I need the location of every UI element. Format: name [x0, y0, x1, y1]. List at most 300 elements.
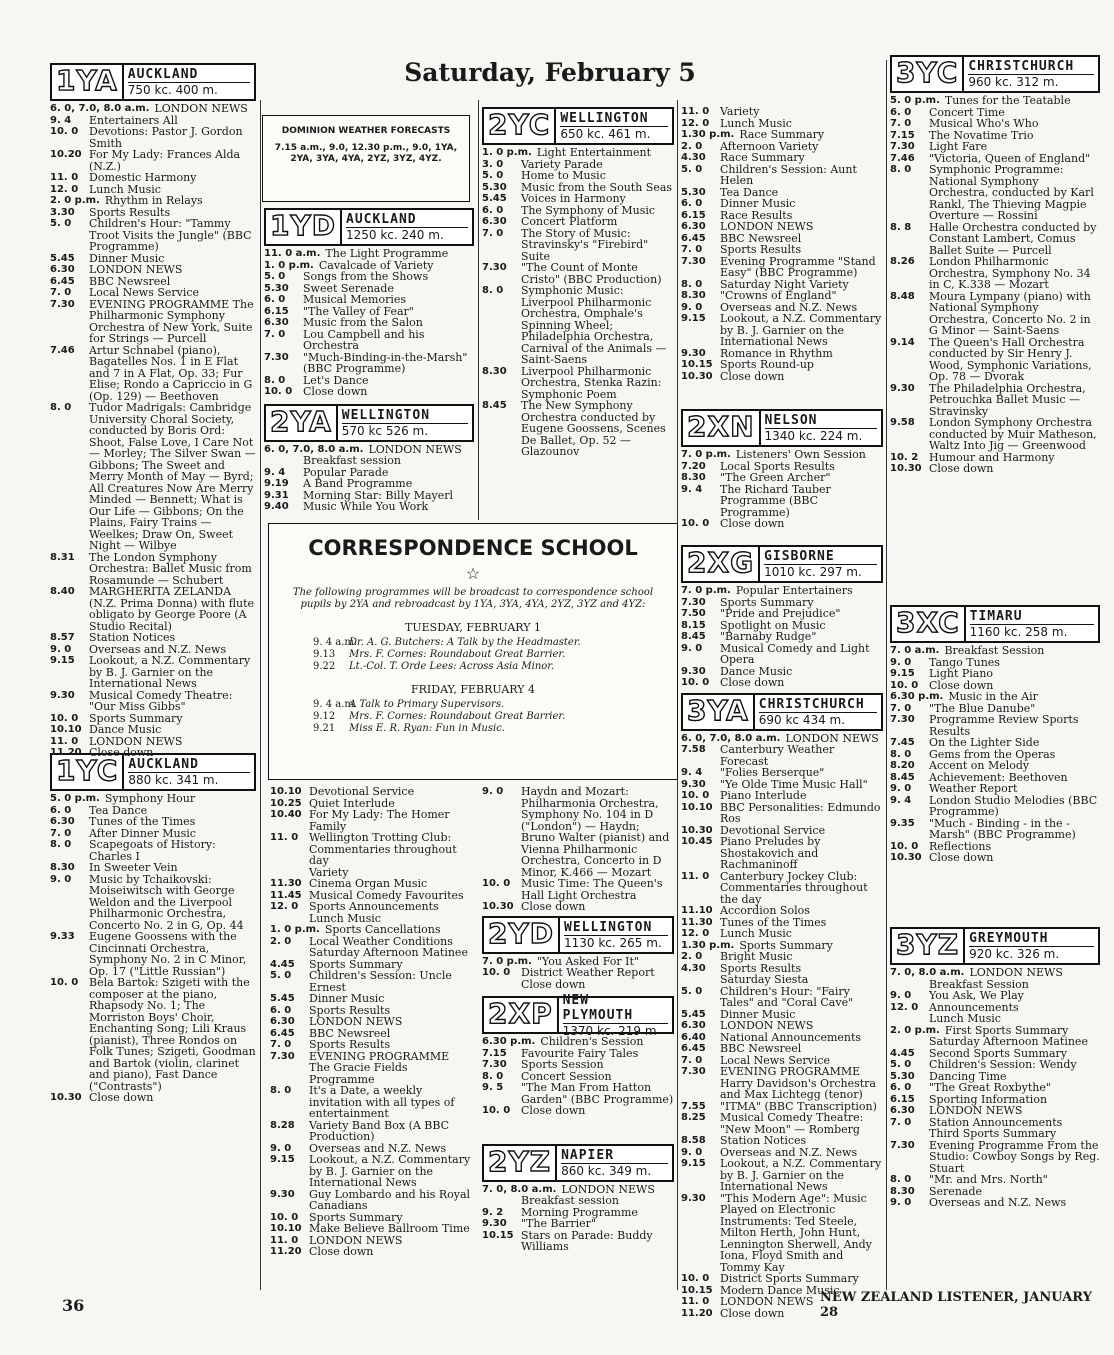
call-sign: 2YD	[488, 916, 554, 950]
schedule	[482, 1184, 674, 1253]
programme-title: "Much-Binding-in-the-Marsh" (BBC Programme)	[303, 350, 468, 375]
programme-row	[50, 552, 256, 587]
programme-title: Evening Programme "Stand Easy" (BBC Programme)	[720, 254, 876, 279]
school-intro: The following programmes will be broadcast to correspondence school pupils by 2YA and rebroadcast by 1YA, 3YA, 4YA, 2YZ, 3YZ and 4YZ:	[292, 587, 654, 610]
programme-time: 9. 2	[482, 1206, 504, 1218]
programme-row	[681, 1135, 883, 1147]
programme-title: Halle Orchestra conducted by Constant Lambert, Comus Ballet Suite — Purcell	[929, 220, 1097, 257]
programme-title: Saturday Afternoon Matinee	[309, 946, 468, 959]
programme-time: 6.15	[264, 305, 289, 317]
programme-title: The Philadelphia Orchestra, Petrouchka Ballet Music — Stravinsky	[929, 381, 1086, 418]
frequency: 1370 kc. 219 m	[563, 1023, 668, 1038]
programme-time: 7. 0 p.m.	[681, 585, 731, 596]
programme-time: 11. 0	[50, 735, 79, 747]
school-day-heading: TUESDAY, FEBRUARY 1	[405, 621, 541, 634]
programme-time: 7. 0	[681, 1054, 703, 1066]
programme-time: 9.30	[890, 382, 915, 394]
programme-time: 6. 0, 7.0, 8.0 a.m.	[264, 443, 364, 455]
programme-title: Wellington Trotting Club: Commentaries throughout day	[309, 831, 457, 867]
programme-row	[890, 130, 1100, 142]
programme-title: Romance in Rhythm	[720, 346, 833, 360]
programme-time: 8.31	[50, 551, 75, 563]
programme-time: 9.30	[681, 665, 706, 677]
programme-title: Sports Summary	[89, 711, 183, 725]
station-logo-3xc	[890, 605, 1100, 643]
programme-title: Station Notices	[89, 631, 176, 644]
column-2	[264, 205, 474, 513]
programme-title: Symphonic Music: Liverpool Philharmonic Orchestra, Omphale's Spinning Wheel; Philadelphia Orchestra, Carnival of the Animals — Saint-Saens	[521, 284, 667, 366]
programme-row	[270, 878, 474, 890]
programme-row	[482, 967, 674, 979]
programme-title: Piano Preludes by Shostakovich and Rachmaninoff	[720, 835, 821, 871]
programme-title: Musical Memories	[303, 293, 407, 306]
programme-title: Sports Results	[309, 1038, 391, 1051]
programme-time: 10.30	[50, 1092, 82, 1103]
programme-time: 9.15	[50, 655, 75, 666]
programme-row	[681, 974, 883, 986]
programme-title: Close down	[521, 977, 586, 991]
city: WELLINGTON	[560, 111, 649, 126]
city: AUCKLAND	[128, 757, 199, 772]
programme-title: "You Asked For It"	[536, 954, 639, 968]
programme-row	[681, 677, 883, 689]
programme-row	[482, 262, 674, 285]
programme-time: 4.30	[681, 152, 706, 163]
programme-time: 7. 0, 8.0 a.m.	[890, 967, 965, 978]
programme-title: "Mr. and Mrs. North"	[929, 1173, 1048, 1186]
station-logo-1yc	[50, 753, 256, 791]
programme-row	[482, 216, 674, 228]
programme-time: 6.30	[50, 816, 75, 827]
programme-row	[482, 901, 674, 913]
programme-row	[50, 1092, 256, 1104]
programme-title: Race Summary	[739, 128, 825, 141]
programme-title: Race Results	[720, 208, 793, 222]
programme-time: 10.15	[681, 1284, 713, 1296]
programme-row	[50, 172, 256, 184]
programme-time: 9.30	[482, 1218, 507, 1229]
programme-title: Stars on Parade: Buddy Williams	[521, 1228, 653, 1253]
programme-time: 2. 0	[681, 140, 703, 152]
broadcast-title: Mrs. F. Cornes: Roundabout Great Barrier.	[349, 649, 566, 660]
programme-title: "The Green Archer"	[720, 471, 831, 484]
programme-title: Morning Programme	[521, 1205, 638, 1219]
programme-title: Piano Interlude	[720, 789, 807, 802]
schedule	[890, 967, 1100, 1266]
programme-time: 8. 8	[890, 221, 912, 233]
programme-time: 7.30	[890, 714, 915, 725]
programme-title: Tudor Madrigals: Cambridge University Choral Society, conducted by Boris Ord: Shoot, False Love, I Care Not — Morley; The Silver Swan — Gibbons; The Sweet and Merry Month of May — Byrd; All Creatures Now Are Merry Minded — Bennett; What is Our Life — Gibbons; On the Plains, Fairy Trains — Weelkes; Draw On, Sweet Night — Wilbye	[89, 401, 256, 552]
programme-time: 9. 0	[681, 642, 703, 654]
programme-title: On the Lighter Side	[929, 736, 1040, 749]
programme-row	[50, 632, 256, 644]
programme-row	[681, 1273, 883, 1285]
programme-time: 6.15	[681, 209, 706, 221]
programme-time: 7.46	[50, 344, 75, 356]
programme-row	[50, 287, 256, 299]
programme-title: Local Sports Results	[720, 459, 835, 473]
column-rule	[260, 100, 261, 1290]
programme-title: Breakfast session	[521, 1194, 619, 1207]
programme-time: 1.30 p.m.	[681, 939, 735, 951]
city: CHRISTCHURCH	[968, 59, 1075, 74]
programme-time: 8. 0	[890, 164, 912, 175]
programme-row	[482, 1195, 674, 1207]
programme-title: Breakfast session	[303, 454, 401, 467]
programme-time: 2. 0 p.m.	[50, 195, 100, 206]
programme-row	[270, 1154, 474, 1189]
programme-time: 10.10	[270, 1223, 302, 1234]
programme-row	[264, 329, 474, 352]
programme-time: 5. 0	[681, 985, 703, 997]
station-logo-2yc	[482, 107, 674, 145]
programme-title: Close down	[89, 746, 154, 759]
programme-row	[270, 1189, 474, 1212]
programme-row	[890, 1128, 1100, 1140]
programme-row	[681, 905, 883, 917]
programme-row	[482, 979, 674, 991]
programme-time: 8. 0	[50, 839, 72, 850]
programme-time: 3.30	[50, 206, 75, 218]
programme-row	[264, 501, 474, 513]
programme-row	[482, 878, 674, 901]
programme-title: Sports Summary	[309, 1210, 403, 1224]
programme-time: 8. 0	[50, 402, 72, 413]
frequency: 1340 kc. 224 m.	[765, 428, 877, 443]
programme-time: 6.40	[681, 1031, 706, 1043]
programme-time: 6.30	[681, 1020, 706, 1031]
programme-time: 7. 0	[270, 1039, 292, 1050]
programme-time: 8.58	[681, 1135, 706, 1146]
programme-time: 7. 0 p.m.	[681, 449, 731, 460]
broadcast-time: 9.21	[313, 723, 336, 734]
programme-row	[890, 1082, 1100, 1094]
programme-time: 5.30	[681, 186, 706, 198]
page-number: 36	[62, 1296, 85, 1315]
programme-title: Music from the South Seas	[521, 180, 673, 194]
programme-time: 10. 0	[890, 679, 919, 691]
programme-title: Concert Time	[929, 105, 1005, 119]
programme-time: 6.45	[50, 275, 75, 287]
programme-title: Bela Bartok: Szigeti with the composer at the piano, Rhapsody No. 1; The Morriston Boys' Choir, Enchanting Song; Lili Kraus (pianist), Three Rondos on Folk Tunes; Szigeti, Goodman and Bartok (violin, clarinet and piano), Fast Dance ("Contrasts")	[89, 976, 256, 1093]
programme-time: 8.30	[681, 290, 706, 301]
programme-title: Symphonic Programme: National Symphony Orchestra, conducted by Karl Rankl, The Thieving Magpie Overture — Rossini	[929, 163, 1094, 222]
programme-time: 9. 0	[681, 1146, 703, 1158]
programme-title: Sports Summary	[309, 957, 403, 971]
programme-time: 9. 0	[50, 643, 72, 655]
call-sign: 3YC	[896, 56, 959, 89]
programme-time: 7. 0	[681, 244, 703, 255]
programme-title: Overseas and N.Z. News	[309, 1141, 447, 1155]
programme-row	[264, 317, 474, 329]
programme-time: 9. 0	[890, 656, 912, 668]
programme-time: 10. 0	[482, 878, 511, 889]
weather-title: DOMINION WEATHER FORECASTS	[281, 126, 451, 136]
programme-title: "ITMA" (BBC Transcription)	[720, 1099, 877, 1113]
programme-row	[264, 352, 474, 375]
programme-row	[50, 103, 256, 115]
programme-title: Liverpool Philharmonic Orchestra, Stenka Razin: Symphonic Poem	[521, 364, 662, 401]
programme-time: 5.30	[890, 1070, 915, 1082]
programme-time: 8.28	[270, 1119, 295, 1131]
city: WELLINGTON	[341, 407, 431, 423]
schedule	[482, 147, 674, 550]
call-sign: 2XP	[488, 997, 553, 1030]
programme-row	[681, 1043, 883, 1055]
programme-title: Listeners' Own Session	[735, 448, 866, 461]
column-rule	[478, 100, 479, 520]
programme-title: Tunes for the Teatable	[944, 94, 1071, 107]
programme-time: 7.15	[482, 1047, 507, 1059]
programme-time: 9.15	[681, 1158, 706, 1169]
schedule	[50, 102, 256, 759]
programme-title: Guy Lombardo and his Royal Canadians	[309, 1187, 471, 1212]
programme-time: 9.58	[890, 417, 915, 428]
programme-time: 7.30	[482, 1059, 507, 1070]
programme-time: 7.30	[681, 1066, 706, 1077]
programme-time: 8.45	[890, 771, 915, 783]
programme-time: 7. 0	[264, 328, 286, 340]
programme-row	[482, 1230, 674, 1253]
programme-time: 7. 0, 8.0 a.m.	[482, 1183, 557, 1195]
programme-time: 5. 0 p.m.	[890, 95, 940, 106]
programme-time: 9. 0	[50, 873, 72, 885]
programme-title: Lunch Music	[720, 116, 792, 130]
programme-time: 8. 0	[890, 748, 912, 760]
programme-row	[890, 337, 1100, 383]
programme-row	[264, 375, 474, 387]
programme-title: "The Count of Monte Cristo" (BBC Production)	[521, 261, 662, 286]
programme-title: Close down	[89, 1091, 154, 1104]
programme-title: In Sweeter Vein	[89, 861, 178, 874]
programme-row	[681, 449, 883, 461]
programme-time: 5. 0	[681, 163, 703, 175]
programme-title: Domestic Harmony	[89, 171, 197, 184]
programme-row	[890, 164, 1100, 222]
programme-time	[482, 1195, 516, 1207]
programme-title: Serenade	[929, 1184, 983, 1198]
programme-row	[50, 149, 256, 172]
programme-title: Second Sports Summary	[929, 1046, 1067, 1060]
programme-time: 6.45	[681, 232, 706, 244]
programme-time: 5. 0 p.m.	[50, 793, 100, 804]
programme-time: 9.14	[890, 336, 915, 348]
programme-row	[681, 951, 883, 963]
broadcast-title: Lt.-Col. T. Orde Lees: Across Asia Minor.	[349, 661, 555, 672]
programme-row	[50, 874, 256, 932]
programme-time: 7. 0 a.m.	[890, 645, 940, 656]
programme-title: Children's Session: Wendy	[929, 1058, 1077, 1071]
programme-time: 6.30 p.m.	[890, 691, 944, 702]
school-broadcast	[269, 649, 677, 661]
programme-time: 6. 0	[270, 1004, 292, 1016]
frequency: 880 kc. 341 m.	[128, 772, 250, 787]
programme-title: LONDON NEWS	[89, 734, 183, 748]
programme-title: Canterbury Weather Forecast	[720, 743, 835, 768]
programme-time: 8. 0	[270, 1085, 292, 1096]
programme-time: 9.30	[681, 778, 706, 790]
programme-row	[890, 967, 1100, 979]
school-broadcast	[269, 699, 677, 711]
programme-time: 9.33	[50, 931, 75, 942]
programme-title: Sports Summary	[720, 595, 814, 609]
frequency: 860 kc. 349 m.	[561, 1163, 668, 1178]
programme-time: 6.45	[681, 1043, 706, 1054]
programme-time: 11. 0	[681, 106, 710, 117]
programme-time: 6. 0, 7.0, 8.0 a.m.	[50, 103, 150, 114]
programme-title: BBC Newsreel	[89, 274, 171, 288]
programme-title: LONDON NEWS	[368, 442, 462, 456]
programme-title: Music Time: The Queen's Hall Light Orchestra	[521, 877, 663, 902]
programme-title: Symphony Hour	[104, 792, 196, 805]
programme-title: Variety	[309, 865, 349, 879]
programme-time: 9. 0	[681, 301, 703, 313]
city: NAPIER	[561, 1147, 615, 1163]
programme-time: 7.30	[681, 255, 706, 267]
programme-title: Sports Summary	[739, 938, 833, 952]
broadcast-title: Dr. A. G. Butchers: A Talk by the Headmaster.	[349, 637, 581, 648]
programme-title: LONDON NEWS	[720, 1019, 814, 1032]
programme-row	[681, 585, 883, 597]
programme-row	[890, 1105, 1100, 1117]
broadcast-time: 9. 4 a.m.	[313, 637, 358, 648]
programme-title: After Dinner Music	[89, 826, 196, 840]
programme-row	[890, 118, 1100, 130]
programme-title: Sports Round-up	[720, 358, 814, 371]
programme-title: The New Symphony Orchestra conducted by Eugene Goossens, Scenes De Ballet, Op. 52 — Glazounov	[521, 399, 666, 458]
programme-title: Close down	[720, 369, 785, 383]
station-logo-1ya	[50, 63, 256, 101]
programme-title: Scapegoats of History: Charles I	[89, 838, 216, 863]
programme-title: Tunes of the Times	[720, 915, 827, 929]
programme-title: Race Summary	[720, 151, 805, 164]
programme-row	[50, 586, 256, 632]
programme-title: Variety Parade	[521, 157, 603, 171]
programme-title: Musical Comedy Favourites	[309, 888, 464, 902]
programme-title: Music While You Work	[303, 500, 429, 513]
programme-title: LONDON NEWS	[561, 1182, 655, 1196]
programme-title: Close down	[720, 1306, 785, 1320]
programme-title: Concert Session	[521, 1069, 612, 1083]
programme-time: 9.30	[681, 1192, 706, 1204]
school-broadcast	[269, 723, 677, 735]
programme-row	[681, 290, 883, 302]
programme-title: LONDON NEWS	[154, 102, 248, 115]
programme-title: Afternoon Variety	[720, 139, 819, 153]
programme-time: 9.40	[264, 501, 289, 512]
programme-time	[270, 947, 304, 959]
frequency: 1160 kc. 258 m.	[970, 624, 1094, 639]
programme-row	[264, 294, 474, 306]
programme-title: "The Man From Hatton Garden" (BBC Programme)	[521, 1081, 674, 1106]
programme-time: 10.10	[681, 801, 713, 813]
programme-title: Saturday Siesta	[720, 973, 809, 986]
programme-title: Sports Results	[720, 243, 802, 256]
programme-row	[50, 402, 256, 552]
call-sign: 2XG	[687, 546, 755, 579]
programme-title: "This Modern Age": Music Played on Electronic Instruments: Ted Steele, Milton Herth, John Hunt, Lennington Sherwell, Andy Iona, Floyd Smith and Tommy Kay	[720, 1191, 872, 1274]
programme-time: 9. 0	[890, 1197, 912, 1208]
programme-time: 9.30	[270, 1188, 295, 1200]
call-sign: 1YD	[270, 209, 336, 242]
programme-time: 6.30 p.m.	[482, 1036, 536, 1047]
programme-row	[890, 818, 1100, 841]
programme-title: Local News Service	[89, 286, 200, 299]
programme-row	[50, 218, 256, 253]
programme-time: 7. 0	[890, 702, 912, 714]
programme-row	[681, 1112, 883, 1135]
programme-time: 6.45	[270, 1027, 295, 1039]
page-headline: Saturday, February 5	[404, 58, 696, 87]
city: GREYMOUTH	[969, 931, 1049, 946]
programme-row	[890, 760, 1100, 772]
programme-title: Lookout, a N.Z. Commentary by B. J. Garnier on the International News	[720, 1157, 882, 1193]
programme-time: 10. 0	[482, 1105, 511, 1116]
station-logo-3ya	[681, 693, 883, 731]
call-sign: 2XN	[687, 410, 755, 443]
programme-row	[50, 931, 256, 977]
call-sign: 3YZ	[896, 928, 960, 961]
frequency: 690 kc 434 m.	[759, 712, 877, 727]
programme-time: 10.20	[50, 149, 82, 160]
programme-title: Close down	[929, 678, 994, 692]
programme-title: Accent on Melody	[929, 759, 1030, 772]
programme-row	[270, 832, 474, 867]
programme-row	[681, 484, 883, 519]
programme-time: 10.25	[270, 797, 302, 809]
programme-time: 10. 0	[50, 977, 79, 988]
programme-time: 8.20	[890, 760, 915, 771]
programme-title: The Queen's Hall Orchestra conducted by Sir Henry J. Wood, Symphonic Variations, Op. 78 — Dvorak	[929, 335, 1092, 383]
programme-row	[264, 248, 474, 260]
programme-row	[890, 1013, 1100, 1025]
programme-row	[50, 816, 256, 828]
programme-title: Dinner Music	[89, 251, 165, 265]
programme-title: Overseas and N.Z. News	[720, 1145, 858, 1159]
programme-time: 5.45	[482, 193, 507, 204]
programme-title: Devotions: Pastor J. Gordon Smith	[89, 125, 243, 150]
weather-text: 7.15 a.m., 9.0, 12.30 p.m., 9.0, 1YA, 2YA, 3YA, 4YA, 2YZ, 3YZ, 4YZ.	[274, 143, 458, 164]
programme-time: 12. 0	[270, 901, 299, 912]
programme-row	[681, 802, 883, 825]
programme-row	[50, 655, 256, 690]
broadcast-time: 9. 4 a.m.	[313, 699, 358, 710]
programme-time: 2. 0 p.m.	[890, 1024, 940, 1036]
programme-row	[50, 736, 256, 748]
programme-title: Gems from the Operas	[929, 747, 1056, 761]
programme-time: 11.10	[681, 905, 713, 916]
programme-time	[270, 867, 304, 879]
station-logo-2ya	[264, 404, 474, 442]
programme-time: 11.20	[681, 1307, 713, 1319]
programme-time: 4.45	[270, 958, 295, 970]
programme-time: 10. 0	[264, 386, 293, 397]
programme-row	[264, 271, 474, 283]
programme-time: 7.30	[270, 1050, 295, 1062]
programme-time: 10.30	[890, 852, 922, 863]
city: NEW PLYMOUTH	[562, 992, 634, 1023]
programme-row	[681, 198, 883, 210]
weather-box	[262, 115, 470, 202]
programme-title: Close down	[929, 462, 994, 475]
programme-title: Variety Band Box (A BBC Production)	[309, 1118, 450, 1143]
programme-title: LONDON NEWS	[969, 966, 1063, 979]
programme-title: Close down	[521, 900, 586, 913]
programme-title: Cavalcade of Variety	[318, 258, 434, 272]
programme-title: "Much - Binding - in the - Marsh" (BBC Programme)	[929, 816, 1076, 841]
programme-row	[270, 993, 474, 1005]
programme-title: Variety	[720, 105, 760, 118]
